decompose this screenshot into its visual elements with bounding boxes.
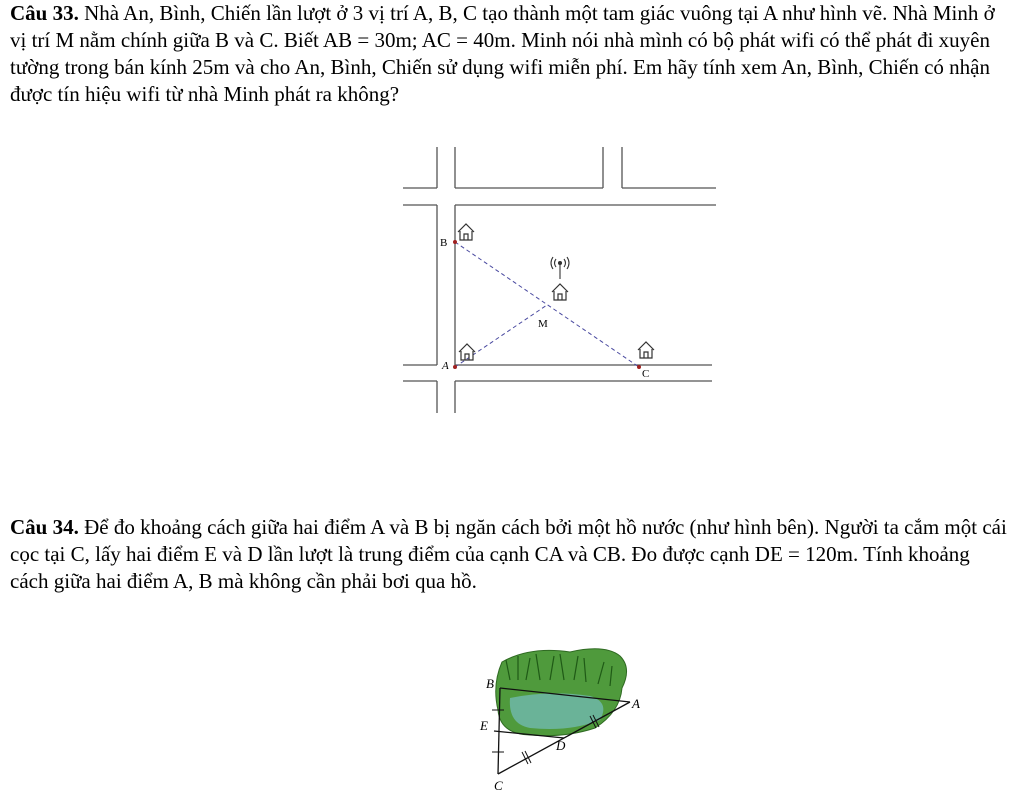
label-c: C	[642, 368, 650, 380]
house-a-icon	[459, 344, 475, 360]
point-b	[453, 240, 457, 244]
question-34	[10, 514, 1010, 595]
q34-figure	[470, 640, 650, 800]
point-a	[453, 365, 457, 369]
question-33-number: Câu 33.	[10, 1, 79, 25]
question-33-text: Nhà An, Bình, Chiến lần lượt ở 3 vị trí A, B, C tạo thành một tam giác vuông tại A như hình vẽ. Nhà Minh ở vị trí M nằm chính giữa B và C. Biết AB = 30m; AC = 40m. Minh nói nhà mình có bộ phát wifi có thể phát đi xuyên tường trong bán kính 25m và cho An, Bình, Chiến sử dụng wifi miễn phí. Em hãy tính xem An, Bình, Chiến có nhận được tín hiệu wifi từ nhà Minh phát ra không?	[10, 1, 995, 106]
label-m: M	[538, 318, 548, 330]
house-b-icon	[458, 224, 474, 240]
label-b: B	[440, 237, 448, 249]
house-c-icon	[638, 342, 654, 358]
label-a: A	[632, 696, 640, 711]
label-d: D	[556, 738, 566, 753]
house-m-icon	[552, 284, 568, 300]
label-e: E	[480, 718, 488, 733]
label-a: A	[442, 360, 449, 372]
question-34-number: Câu 34.	[10, 515, 79, 539]
label-b: B	[486, 676, 494, 691]
label-c: C	[494, 778, 503, 793]
question-34-text: Để đo khoảng cách giữa hai điểm A và B bị ngăn cách bởi một hồ nước (như hình bên). Người ta cắm một cái cọc tại C, lấy hai điểm E và D lần lượt là trung điểm của cạnh CA và CB. Đo được cạnh DE = 120m. Tính khoảng cách giữa hai điểm A, B mà không cần phải bơi qua hồ.	[10, 515, 1007, 593]
question-33	[10, 0, 1010, 108]
q33-figure	[400, 145, 720, 417]
point-c	[637, 365, 641, 369]
wifi-antenna-icon	[551, 257, 569, 279]
